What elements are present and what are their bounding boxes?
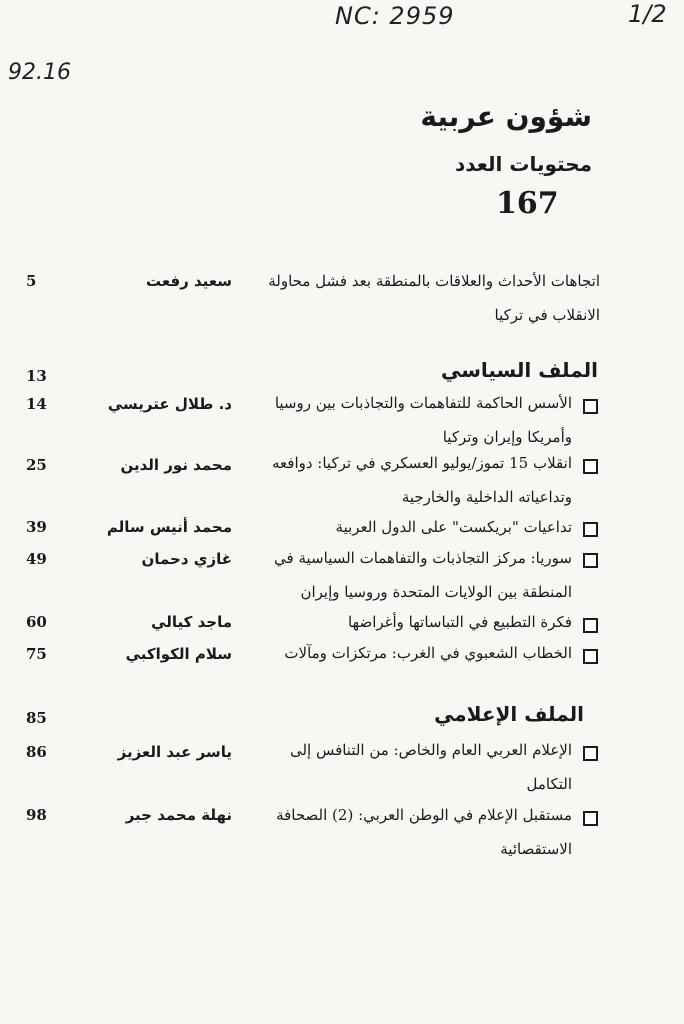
article-title: انقلاب 15 تموز/يوليو العسكري في تركيا: دوافعه وتداعياته الداخلية والخارجية <box>272 454 572 506</box>
article-author: د. طلال عتريسي <box>107 395 232 413</box>
political-section-heading: الملف السياسي <box>440 358 598 382</box>
article-page: 14 <box>26 395 47 413</box>
article-author: ياسر عبد العزيز <box>117 743 232 761</box>
article-page: 39 <box>26 518 47 536</box>
article-author: غازي دحمان <box>141 550 232 568</box>
article-title: تداعيات "بريكست" على الدول العربية <box>335 518 572 536</box>
article-page: 75 <box>26 645 47 663</box>
lead-article-title: اتجاهات الأحداث والعلاقات بالمنطقة بعد فشل محاولة الانقلاب في تركيا <box>268 272 600 324</box>
article-page: 86 <box>26 743 47 761</box>
checkbox-icon <box>583 618 598 633</box>
article-title: فكرة التطبيع في التباساتها وأغراضها <box>347 613 572 631</box>
article-author: محمد نور الدين <box>120 456 232 474</box>
article-title: الإعلام العربي العام والخاص: من التنافس إلى التكامل <box>289 741 572 793</box>
checkbox-icon <box>583 522 598 537</box>
handwritten-page-count: 1/2 <box>628 0 667 28</box>
article-title: مستقبل الإعلام في الوطن العربي: (2) الصحافة الاستقصائية <box>276 806 572 858</box>
issue-number: 167 <box>496 186 559 221</box>
toc-heading: محتويات العدد <box>454 152 592 176</box>
article-author: محمد أنيس سالم <box>106 518 232 536</box>
media-section-page: 85 <box>26 709 47 727</box>
checkbox-icon <box>583 553 598 568</box>
checkbox-icon <box>583 459 598 474</box>
article-page: 25 <box>26 456 47 474</box>
checkbox-icon <box>583 746 598 761</box>
article-page: 49 <box>26 550 47 568</box>
article-author: سلام الكواكبي <box>125 645 232 663</box>
checkbox-icon <box>583 399 598 414</box>
media-section-heading: الملف الإعلامي <box>434 702 584 726</box>
article-page: 60 <box>26 613 47 631</box>
article-author: نهلة محمد جبر <box>125 806 232 824</box>
checkbox-icon <box>583 649 598 664</box>
handwritten-margin-note: 92.16 <box>8 60 71 85</box>
article-page: 98 <box>26 806 47 824</box>
handwritten-catalog-number: NC: 2959 <box>335 2 455 30</box>
political-section-page: 13 <box>26 367 47 385</box>
article-title: سوريا: مركز التجاذبات والتفاهمات السياسية في المنطقة بين الولايات المتحدة وروسيا وإيران <box>274 549 572 601</box>
article-title: الأسس الحاكمة للتفاهمات والتجاذبات بين روسيا وأمريكا وإيران وتركيا <box>274 394 572 446</box>
lead-article-page: 5 <box>26 272 37 290</box>
checkbox-icon <box>583 811 598 826</box>
magazine-title: شؤون عربية <box>420 100 592 133</box>
article-author: ماجد كيالي <box>151 613 232 631</box>
lead-article-author: سعيد رفعت <box>145 272 232 290</box>
article-title: الخطاب الشعبوي في الغرب: مرتكزات ومآلات <box>284 644 572 662</box>
